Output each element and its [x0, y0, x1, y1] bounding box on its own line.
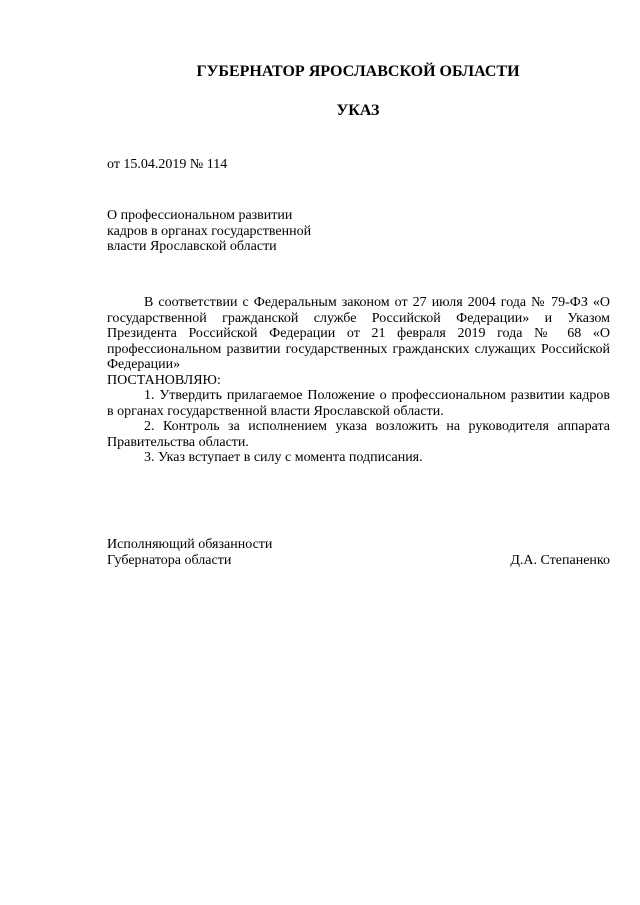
decree-word: ПОСТАНОВЛЯЮ: [107, 372, 221, 388]
date-number-line: от 15.04.2019 № 114 [107, 157, 228, 172]
subject-line: кадров в органах государственной [107, 223, 312, 239]
signatory-name: Д.А. Степаненко [510, 552, 610, 568]
subject-line: власти Ярославской области [107, 239, 277, 254]
signatory-position-line: Губернатора области [107, 552, 232, 568]
preamble-paragraph: В соответствии с Федеральным законом от 27 июля 2004 года № 79-ФЗ «О государственной гражданской службе Российской Федерации» и Указом Президента Российской Федерации от 21 февраля 2019 года № 68 «О профессиональном развитии государственных гражданских служащих Российской Федерации» [107, 295, 610, 372]
subject-line: О профессиональном развитии [107, 208, 293, 223]
decree-item: 3. Указ вступает в силу с момента подписания. [144, 450, 423, 465]
decree-item: 1. Утвердить прилагаемое Положение о профессиональном развитии кадров в органах государственной власти Ярославской области. [107, 388, 610, 419]
signatory-position-line: Исполняющий обязанности [107, 537, 273, 552]
document-body [107, 295, 610, 466]
signature-block [107, 537, 610, 568]
authority-title: ГУБЕРНАТОР ЯРОСЛАВСКОЙ ОБЛАСТИ [196, 63, 520, 80]
document-subject [107, 208, 367, 255]
decree-item: 2. Контроль за исполнением указа возложить на руководителя аппарата Правительства области. [107, 419, 610, 450]
document-type-title: УКАЗ [336, 102, 380, 119]
